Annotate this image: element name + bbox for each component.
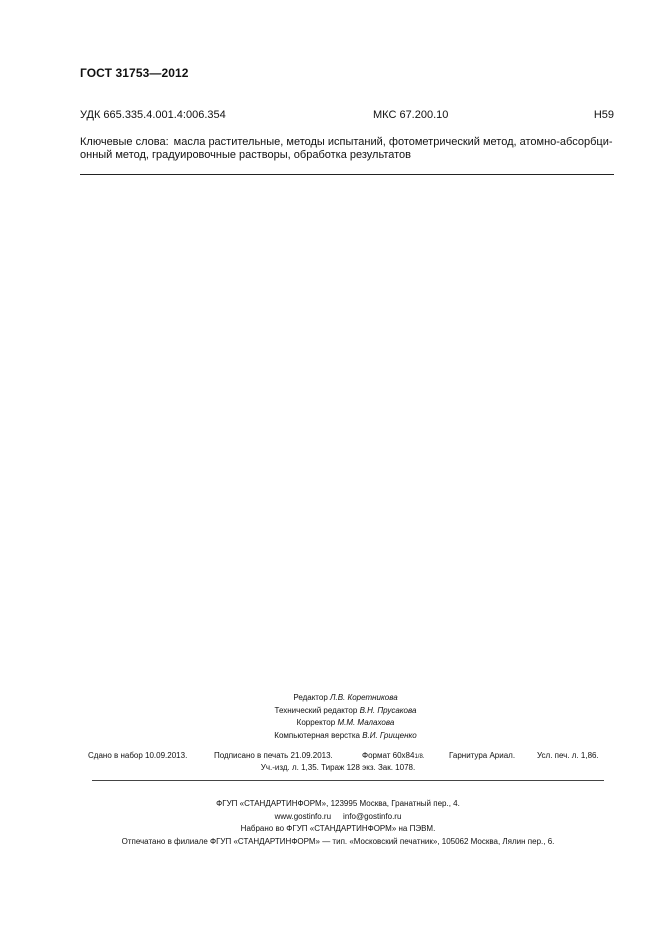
submitted-date: Сдано в набор 10.09.2013.: [88, 751, 188, 760]
staff-role: Технический редактор: [274, 705, 358, 715]
staff-name: М.М. Малахова: [337, 718, 395, 727]
keywords-line-1: [80, 136, 616, 149]
publisher-address: ФГУП «СТАНДАРТИНФОРМ», 123995 Москва, Гранатный пер., 4.: [216, 799, 460, 808]
publisher-footer: [72, 798, 604, 848]
staff-name: В.И. Грищенко: [362, 730, 417, 740]
keywords-text-1: масла растительные, методы испытаний, фотометрический метод, атомно-абсорбци-: [173, 136, 613, 148]
printed-note: Отпечатано в филиале ФГУП «СТАНДАРТИНФОРМ» — тип. «Московский печатник», 105062 Москва, Лялин пер., 6.: [121, 836, 555, 846]
mks-code: МКС 67.200.10: [373, 109, 449, 121]
staff-editor: [200, 692, 491, 705]
middle-divider: [92, 780, 604, 781]
keywords-line-2: онный метод, градуировочные растворы, обработка результатов: [80, 149, 412, 161]
top-divider: [80, 174, 614, 175]
classification-row: [80, 109, 614, 125]
keywords-block: [80, 136, 616, 162]
standard-number: ГОСТ 31753—2012: [80, 66, 189, 80]
publishing-line-2: Уч.-изд. л. 1,35. Тираж 128 экз. Зак. 1078.: [260, 763, 416, 772]
staff-name: Л.В. Коретникова: [330, 693, 398, 702]
publisher-email: info@gostinfo.ru: [343, 811, 402, 821]
staff-role: Корректор: [296, 718, 336, 727]
publisher-contacts: [72, 811, 604, 824]
paper-format-value: Формат 60x84: [362, 751, 415, 760]
signed-date: Подписано в печать 21.09.2013.: [214, 751, 333, 760]
keywords-label: Ключевые слова:: [80, 136, 169, 148]
paper-format-fraction: 1/8.: [414, 754, 425, 760]
staff-role: Компьютерная верстка: [274, 730, 360, 740]
typeface: Гарнитура Ариал.: [449, 751, 516, 760]
staff-credits: [200, 692, 491, 742]
udk-code: УДК 665.335.4.001.4:006.354: [80, 109, 226, 121]
staff-role: Редактор: [293, 693, 328, 702]
staff-tech-editor: [200, 705, 491, 718]
staff-corrector: [200, 717, 491, 730]
staff-layout: [200, 730, 491, 743]
print-sheets: Усл. печ. л. 1,86.: [537, 751, 599, 760]
category-code: Н59: [593, 109, 614, 121]
paper-format: [362, 751, 424, 760]
typeset-note: Набрано во ФГУП «СТАНДАРТИНФОРМ» на ПЭВМ.: [240, 824, 436, 833]
staff-name: В.Н. Прусакова: [359, 705, 417, 715]
publisher-website: www.gostinfo.ru: [274, 811, 332, 821]
